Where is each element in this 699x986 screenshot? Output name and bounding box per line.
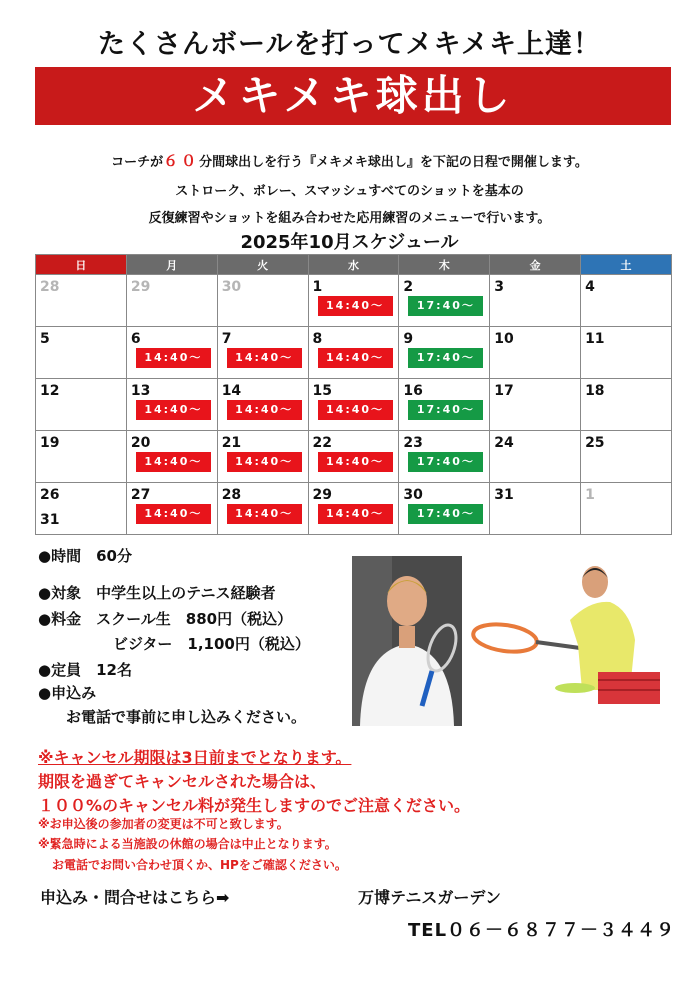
calendar-day-cell (217, 483, 308, 535)
calendar-day-cell (308, 379, 399, 431)
session-time-badge: 17:40～ (408, 296, 483, 316)
day-number: 9 (403, 331, 414, 347)
info-fee-visitor: ビジター 1,100円（税込） (113, 635, 310, 653)
calendar-day-cell (308, 275, 399, 327)
session-time-badge: 17:40～ (408, 452, 483, 472)
schedule-calendar (35, 254, 672, 535)
day-number: 12 (40, 383, 60, 399)
session-time-badge: 14:40～ (227, 452, 302, 472)
cancel-deadline: ※キャンセル期限は3日前までとなります。 (38, 748, 352, 767)
calendar-day-cell (399, 275, 490, 327)
intro-line-1 (0, 150, 699, 171)
day-number: 18 (585, 383, 605, 399)
calendar-day-cell (399, 327, 490, 379)
day-number: 1 (585, 487, 595, 503)
calendar-day-cell (308, 483, 399, 535)
calendar-day-cell (581, 379, 672, 431)
phone-number[interactable]: TEL０６－６８７７－３４４９ (408, 920, 676, 941)
session-time-badge: 14:40～ (318, 400, 393, 420)
day-number: 14 (221, 383, 242, 399)
intro-text: 分間球出しを行う『メキメキ球出し』を下記の日程で開催します。 (199, 155, 588, 170)
calendar-day-cell (308, 327, 399, 379)
weekday-header: 木 (399, 255, 490, 275)
calendar-day-cell (126, 431, 217, 483)
calendar-day-cell (36, 275, 127, 327)
day-number: 23 (403, 435, 423, 451)
weekday-header: 土 (581, 255, 672, 275)
day-number: 16 (403, 383, 423, 399)
day-number: 21 (221, 435, 242, 451)
info-target: ●対象 中学生以上のテニス経験者 (38, 584, 276, 602)
headline: たくさんボールを打ってメキメキ上達！ (98, 29, 601, 60)
session-time-badge: 14:40～ (136, 452, 211, 472)
day-number: 7 (221, 331, 232, 347)
day-number: 1 (312, 279, 323, 295)
calendar-day-cell (490, 483, 581, 535)
contact-label: 申込み・問合せはこちら➡ (40, 888, 230, 907)
calendar-day-cell (126, 275, 217, 327)
calendar-day-cell (581, 431, 672, 483)
calendar-day-cell (490, 327, 581, 379)
calendar-week-row (36, 379, 672, 431)
day-number: 29 (130, 279, 151, 295)
day-number: 25 (585, 435, 605, 451)
day-number: 30 (221, 279, 242, 295)
day-number: 8 (312, 331, 323, 347)
session-time-badge: 14:40～ (136, 504, 211, 524)
session-time-badge: 14:40～ (136, 348, 211, 368)
intro-line-2: ストローク、ボレー、スマッシュすべてのショットを基本の (175, 184, 524, 199)
calendar-day-cell (490, 431, 581, 483)
day-number: 2 (403, 279, 414, 295)
calendar-week-row (36, 327, 672, 379)
day-number: 26 (40, 487, 60, 503)
day-number: 20 (130, 435, 151, 451)
calendar-header-row (36, 255, 672, 275)
intro-minutes: ６０ (163, 152, 200, 170)
session-time-badge: 14:40～ (227, 504, 302, 524)
session-time-badge: 14:40～ (227, 400, 302, 420)
day-number: 17 (494, 383, 514, 399)
calendar-day-cell (490, 379, 581, 431)
calendar-day-cell (126, 483, 217, 535)
session-time-badge: 14:40～ (318, 348, 393, 368)
day-number: 11 (585, 331, 605, 347)
day-number: 3 (494, 279, 504, 295)
calendar-day-cell (581, 275, 672, 327)
calendar-day-cell (36, 483, 127, 535)
info-apply: ●申込み (38, 684, 97, 702)
day-number: 10 (494, 331, 514, 347)
day-number: 30 (403, 487, 423, 503)
info-fee-school: ●料金 スクール生 880円（税込） (38, 610, 293, 628)
calendar-day-cell (217, 431, 308, 483)
cancel-line-2: 期限を過ぎてキャンセルされた場合は、 (38, 772, 327, 791)
day-number: 24 (494, 435, 514, 451)
weekday-header: 金 (490, 255, 581, 275)
day-number: 19 (40, 435, 60, 451)
session-time-badge: 14:40～ (318, 452, 393, 472)
session-time-badge: 17:40～ (408, 348, 483, 368)
day-number: 28 (40, 279, 60, 295)
calendar-day-cell (36, 379, 127, 431)
calendar-day-cell (581, 483, 672, 535)
cancel-note-2: ※緊急時による当施設の休館の場合は中止となります。 (38, 837, 337, 851)
session-time-badge: 14:40～ (318, 296, 393, 316)
title-banner: メキメキ球出し (35, 67, 671, 125)
schedule-title: 2025年10月スケジュール (240, 232, 459, 253)
day-number: 13 (130, 383, 151, 399)
calendar-day-cell (217, 327, 308, 379)
calendar-day-cell (399, 483, 490, 535)
calendar-day-cell (126, 327, 217, 379)
facility-name: 万博テニスガーデン (358, 888, 502, 907)
info-apply-detail: お電話で事前に申し込みください。 (66, 708, 307, 726)
day-number: 5 (40, 331, 50, 347)
session-time-badge: 17:40～ (408, 400, 483, 420)
coach-photo-action (470, 560, 670, 720)
day-number: 28 (221, 487, 242, 503)
calendar-day-cell (36, 327, 127, 379)
intro-line-3: 反復練習やショットを組み合わせた応用練習のメニューで行います。 (148, 211, 551, 226)
day-number: 15 (312, 383, 333, 399)
calendar-day-cell (308, 431, 399, 483)
weekday-header: 月 (126, 255, 217, 275)
calendar-day-cell (399, 379, 490, 431)
day-number: 4 (585, 279, 595, 295)
info-capacity: ●定員 12名 (38, 661, 132, 679)
calendar-body (36, 275, 672, 535)
day-number: 29 (312, 487, 333, 503)
calendar-day-cell (399, 431, 490, 483)
day-number: 31 (494, 487, 514, 503)
weekday-header: 火 (217, 255, 308, 275)
session-time-badge: 14:40～ (136, 400, 211, 420)
session-time-badge: 14:40～ (227, 348, 302, 368)
day-number: 22 (312, 435, 333, 451)
calendar-day-cell (126, 379, 217, 431)
session-time-badge: 14:40～ (318, 504, 393, 524)
calendar-day-cell (581, 327, 672, 379)
calendar-day-cell (490, 275, 581, 327)
cancel-note-3: お電話でお問い合わせ頂くか、HPをご確認ください。 (52, 858, 347, 872)
day-number: 6 (130, 331, 141, 347)
day-number: 31 (40, 512, 60, 528)
day-number: 27 (130, 487, 151, 503)
calendar-day-cell (36, 431, 127, 483)
calendar-week-row (36, 483, 672, 535)
calendar-week-row (36, 275, 672, 327)
intro-text: コーチが (111, 155, 164, 170)
calendar-day-cell (217, 379, 308, 431)
weekday-header: 日 (36, 255, 127, 275)
coach-photo-portrait (352, 556, 462, 726)
cancel-note-1: ※お申込後の参加者の変更は不可と致します。 (38, 817, 289, 831)
info-time: ●時間 60分 (38, 547, 132, 565)
calendar-week-row (36, 431, 672, 483)
weekday-header: 水 (308, 255, 399, 275)
session-time-badge: 17:40～ (408, 504, 483, 524)
calendar-day-cell (217, 275, 308, 327)
cancel-line-3: １００%のキャンセル料が発生しますのでご注意ください。 (38, 796, 471, 815)
